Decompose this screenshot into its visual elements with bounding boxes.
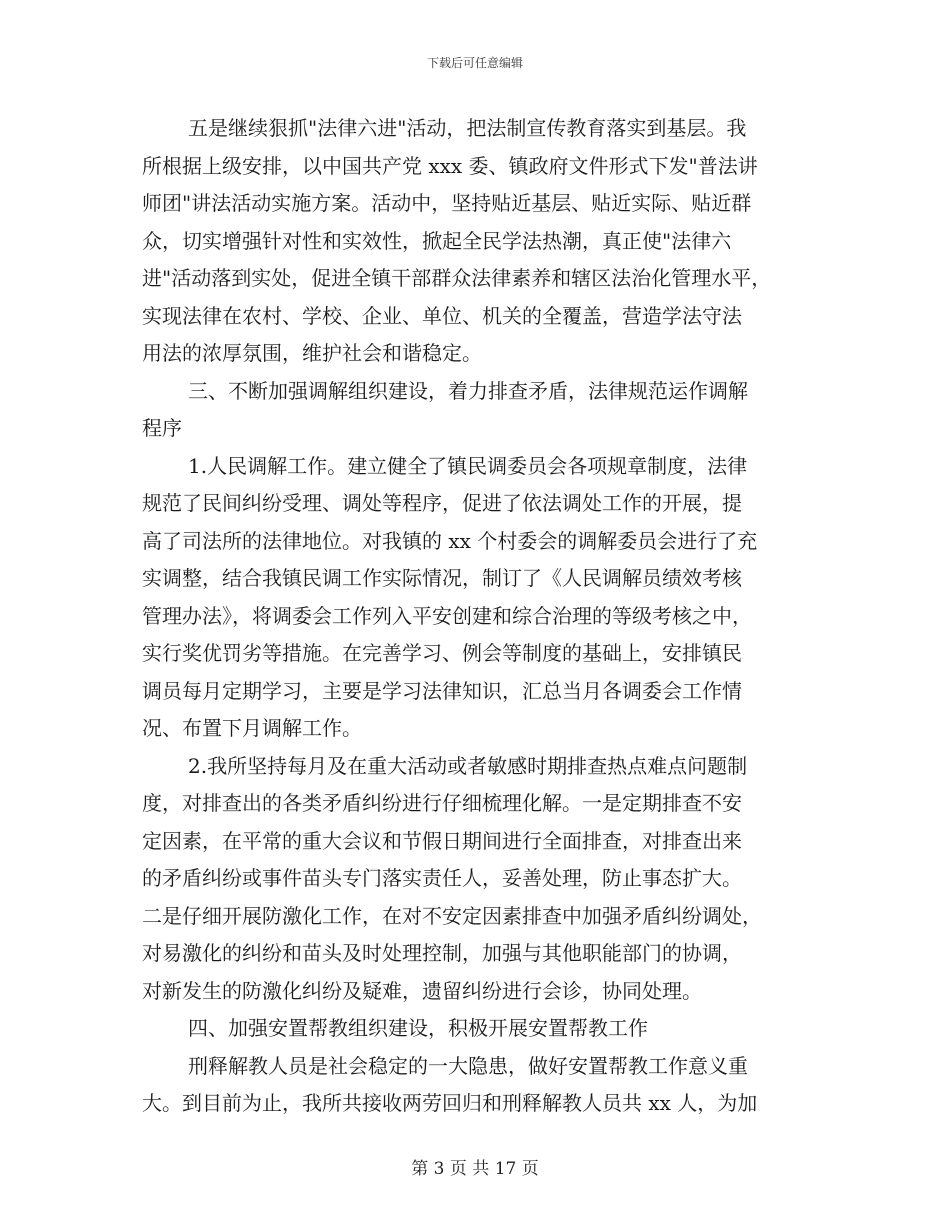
text-line: 大。到目前为止，我所共接收两劳回归和刑释解教人员共 xx 人，为加 [142,1091,758,1115]
text-line: 众，切实增强针对性和实效性，掀起全民学法热潮，真正使"法律六 [142,228,732,253]
text-line: 对新发生的防激化纠纷及疑难，遗留纠纷进行会诊，协同处理。 [142,978,702,1003]
section-heading-line: 四、加强安置帮教组织建设，积极开展安置帮教工作 [188,1016,648,1040]
text-line: 1.人民调解工作。建立健全了镇民调委员会各项规章制度，法律 [188,453,748,478]
body-text [142,110,814,1123]
text-line: 实现法律在农村、学校、企业、单位、机关的全覆盖，营造学法守法 [142,303,742,328]
text-line: 度，对排查出的各类矛盾纠纷进行仔细梳理化解。一是定期排查不安 [142,791,742,815]
page-number-footer: 第 3 页 共 17 页 [411,1159,539,1179]
text-line: 刑释解教人员是社会稳定的一大隐患，做好安置帮教工作意义重 [188,1053,748,1078]
text-line: 进"活动落到实处，促进全镇干部群众法律素养和辖区法治化管理水平， [142,266,772,290]
text-line: 五是继续狠抓"法律六进"活动，把法制宣传教育落实到基层。我 [188,116,747,140]
text-line: 二是仔细开展防激化工作，在对不安定因素排查中加强矛盾纠纷调处， [142,903,762,928]
text-line: 高了司法所的法律地位。对我镇的 xx 个村委会的调解委员会进行了充 [142,528,758,553]
text-line: 管理办法》，将调委会工作列入平安创建和综合治理的等级考核之中， [142,603,752,628]
text-line: 规范了民间纠纷受理、调处等程序，促进了依法调处工作的开展，提 [142,491,742,515]
text-line: 师团"讲法活动实施方案。活动中，坚持贴近基层、贴近实际、贴近群 [142,191,752,215]
text-line: 对易激化的纠纷和苗头及时处理控制，加强与其他职能部门的协调， [142,941,742,965]
section-heading-line: 程序 [142,416,182,440]
text-line: 实调整，结合我镇民调工作实际情况，制订了《人民调解员绩效考核 [142,566,742,590]
text-line: 2.我所坚持每月及在重大活动或者敏感时期排查热点难点问题制 [188,753,748,778]
text-line: 调员每月定期学习，主要是学习法律知识，汇总当月各调委会工作情 [142,678,742,703]
section-heading-line: 三、不断加强调解组织建设，着力排查矛盾，法律规范运作调解 [188,378,748,403]
text-line: 实行奖优罚劣等措施。在完善学习、例会等制度的基础上，安排镇民 [142,641,742,665]
text-line: 况、布置下月调解工作。 [142,716,362,740]
text-line: 的矛盾纠纷或事件苗头专门落实责任人，妥善处理，防止事态扩大。 [142,866,742,890]
text-line: 所根据上级安排，以中国共产党 xxx 委、镇政府文件形式下发"普法讲 [142,153,758,178]
header-note: 下载后可任意编辑 [426,56,523,70]
text-line: 定因素，在平常的重大会议和节假日期间进行全面排查，对排查出来 [142,828,742,853]
text-line: 用法的浓厚氛围，维护社会和谐稳定。 [142,341,482,365]
